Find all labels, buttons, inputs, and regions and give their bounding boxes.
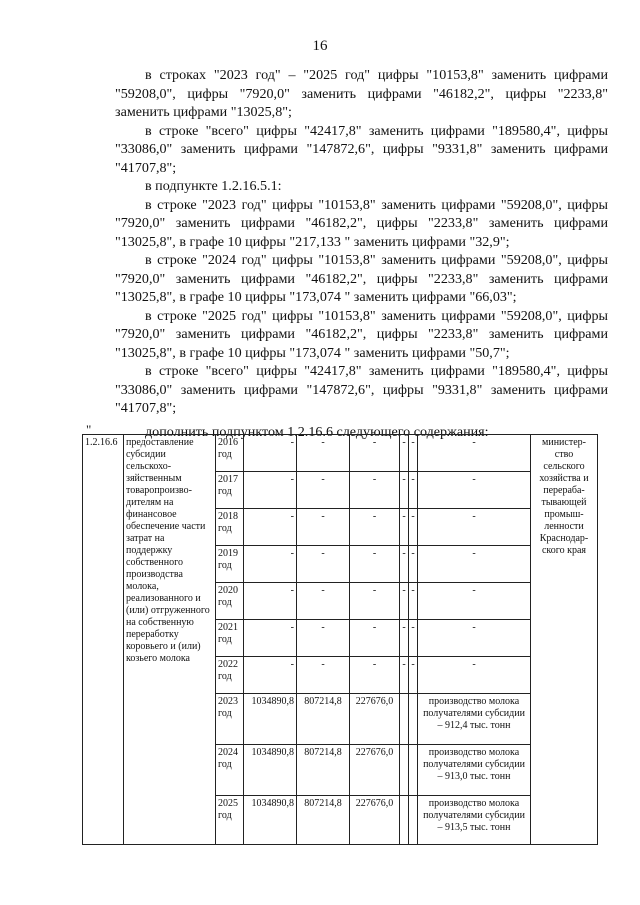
result-cell: - — [418, 657, 531, 694]
result-cell: - — [418, 472, 531, 509]
value-cell: - — [350, 620, 400, 657]
year-cell: 2016 год — [216, 435, 244, 472]
total-cell: - — [244, 509, 297, 546]
value-cell: 227676,0 — [350, 745, 400, 796]
total-cell: 1034890,8 — [244, 694, 297, 745]
row-code: 1.2.16.6 — [83, 435, 124, 845]
year-cell: 2017 год — [216, 472, 244, 509]
year-cell: 2020 год — [216, 583, 244, 620]
value-cell: - — [297, 509, 350, 546]
value-cell — [409, 694, 418, 745]
value-cell — [409, 796, 418, 845]
value-cell: - — [409, 435, 418, 472]
total-cell: - — [244, 620, 297, 657]
value-cell: - — [409, 546, 418, 583]
value-cell — [400, 694, 409, 745]
year-cell: 2019 год — [216, 546, 244, 583]
paragraph: в строке "всего" цифры "42417,8" заменить цифрами "189580,4", цифры "33086,0" заменить цифрами "147872,6", цифры "9331,8" заменить цифрами "41707,8"; — [115, 363, 608, 416]
year-cell: 2021 год — [216, 620, 244, 657]
value-cell: 807214,8 — [297, 745, 350, 796]
year-cell: 2022 год — [216, 657, 244, 694]
value-cell: - — [400, 509, 409, 546]
value-cell: - — [400, 620, 409, 657]
value-cell: - — [297, 546, 350, 583]
total-cell: - — [244, 435, 297, 472]
value-cell: - — [409, 620, 418, 657]
opening-quote-mark: " — [86, 422, 92, 437]
paragraph: в строке "2025 год" цифры "10153,8" заменить цифрами "59208,0", цифры "7920,0" заменить цифрами "46182,2", цифры "2233,8" заменить цифрами "13025,8", в графе 10 цифры "173,074 " заменить цифрами "50,7"; — [115, 307, 608, 361]
value-cell: - — [400, 435, 409, 472]
total-cell: - — [244, 546, 297, 583]
paragraph: в подпункте 1.2.16.5.1: — [145, 178, 282, 194]
value-cell: - — [350, 435, 400, 472]
amendment-text — [115, 66, 608, 441]
value-cell: - — [409, 583, 418, 620]
result-cell: производство молока получателями субсидии – 913,5 тыс. тонн — [418, 796, 531, 845]
value-cell: - — [297, 472, 350, 509]
total-cell: 1034890,8 — [244, 796, 297, 845]
value-cell: - — [400, 472, 409, 509]
value-cell: - — [297, 620, 350, 657]
row-description: предоставление субсидии сельскохо-зяйственным товаропроизво-дителям на финансовое обеспечение части затрат на поддержку собственного производства молока, реализованного и (или) отгруженного на собственную переработку коровьего и (или) козьего молока — [124, 435, 216, 845]
year-cell: 2023 год — [216, 694, 244, 745]
paragraph: в строках "2023 год" – "2025 год" цифры "10153,8" заменить цифрами "59208,0", цифры "7920,0" заменить цифрами "46182,2", цифры "2233,8" заменить цифрами "13025,8"; — [115, 67, 608, 120]
value-cell: - — [409, 509, 418, 546]
result-cell: производство молока получателями субсидии – 912,4 тыс. тонн — [418, 694, 531, 745]
value-cell: - — [297, 435, 350, 472]
program-table — [82, 434, 598, 845]
value-cell: - — [350, 546, 400, 583]
paragraph: в строке "2024 год" цифры "10153,8" заменить цифрами "59208,0", цифры "7920,0" заменить цифрами "46182,2", цифры "2233,8" заменить цифрами "13025,8", в графе 10 цифры "173,074 " заменить цифрами "66,03"; — [115, 252, 608, 305]
value-cell — [409, 745, 418, 796]
paragraph: дополнить подпунктом 1.2.16.6 следующего содержания: — [145, 423, 489, 440]
value-cell: 807214,8 — [297, 796, 350, 845]
total-cell: - — [244, 657, 297, 694]
value-cell — [400, 745, 409, 796]
value-cell — [400, 796, 409, 845]
value-cell: - — [297, 657, 350, 694]
paragraph: в строке "всего" цифры "42417,8" заменить цифрами "189580,4", цифры "33086,0" заменить цифрами "147872,6", цифры "9331,8" заменить цифрами "41707,8"; — [115, 122, 608, 176]
year-cell: 2018 год — [216, 509, 244, 546]
responsible-executor: министер-ство сельского хозяйства и перераба-тывающей промыш-ленности Краснодар-ского края — [531, 435, 598, 845]
value-cell: - — [297, 583, 350, 620]
value-cell: - — [400, 657, 409, 694]
result-cell: - — [418, 583, 531, 620]
value-cell: 807214,8 — [297, 694, 350, 745]
value-cell: 227676,0 — [350, 694, 400, 745]
total-cell: - — [244, 472, 297, 509]
value-cell: - — [350, 472, 400, 509]
year-cell: 2024 год — [216, 745, 244, 796]
result-cell: - — [418, 620, 531, 657]
table-row — [83, 435, 598, 472]
value-cell: - — [409, 472, 418, 509]
result-cell: - — [418, 546, 531, 583]
result-cell: - — [418, 435, 531, 472]
total-cell: 1034890,8 — [244, 745, 297, 796]
value-cell: - — [350, 657, 400, 694]
value-cell: 227676,0 — [350, 796, 400, 845]
total-cell: - — [244, 583, 297, 620]
paragraph: в строке "2023 год" цифры "10153,8" заменить цифрами "59208,0", цифры "7920,0" заменить цифрами "46182,2", цифры "2233,8" заменить цифрами "13025,8", в графе 10 цифры "217,133 " заменить цифрами "32,9"; — [115, 196, 608, 250]
value-cell: - — [350, 509, 400, 546]
value-cell: - — [350, 583, 400, 620]
result-cell: - — [418, 509, 531, 546]
result-cell: производство молока получателями субсидии – 913,0 тыс. тонн — [418, 745, 531, 796]
value-cell: - — [400, 546, 409, 583]
year-cell: 2025 год — [216, 796, 244, 845]
value-cell: - — [400, 583, 409, 620]
page-number: 16 — [312, 38, 328, 54]
value-cell: - — [409, 657, 418, 694]
